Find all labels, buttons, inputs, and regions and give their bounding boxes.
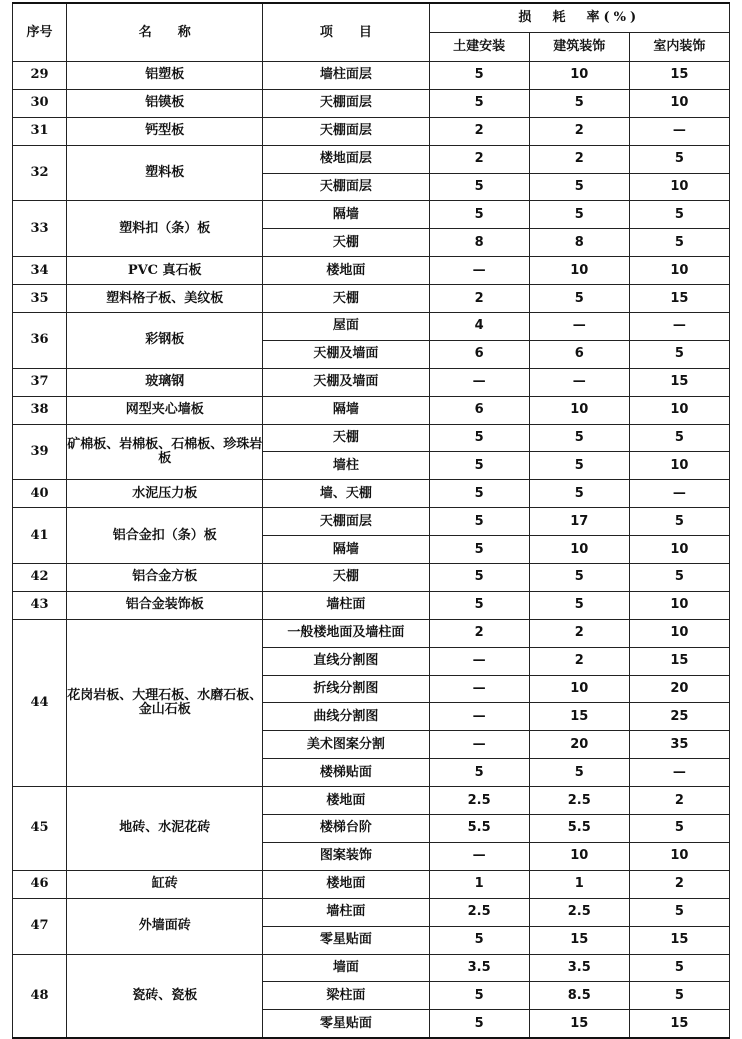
loss-interior-decoration: 15 [629,1010,729,1038]
row-number: 48 [13,954,67,1038]
loss-building-decoration: — [529,313,629,341]
loss-interior-decoration: 5 [629,229,729,257]
loss-interior-decoration: 5 [629,815,729,843]
row-number: 39 [13,424,67,480]
material-name: 花岗岩板、大理石板、水磨石板、金山石板 [67,619,263,786]
loss-civil: 5 [429,62,529,90]
material-name: 玻璃钢 [67,368,263,396]
table-row [13,424,730,452]
table-row [13,89,730,117]
table-header [13,3,730,62]
loss-interior-decoration: 35 [629,731,729,759]
table-row [13,564,730,592]
item-name: 天棚 [263,424,429,452]
item-name: 楼地面 [263,787,429,815]
loss-building-decoration: 1 [529,870,629,898]
loss-interior-decoration: 5 [629,564,729,592]
row-number: 46 [13,870,67,898]
loss-civil: — [429,731,529,759]
item-name: 折线分割图 [263,675,429,703]
item-name: 天棚 [263,229,429,257]
row-number: 34 [13,257,67,285]
loss-building-decoration: 5 [529,564,629,592]
material-name: 塑料板 [67,145,263,201]
loss-building-decoration: 8.5 [529,982,629,1010]
table-row [13,313,730,341]
row-number: 43 [13,591,67,619]
row-number: 31 [13,117,67,145]
loss-interior-decoration: — [629,117,729,145]
item-name: 图案装饰 [263,842,429,870]
table-row [13,787,730,815]
header-item: 项 目 [263,3,429,62]
loss-interior-decoration: 10 [629,591,729,619]
loss-civil: 5 [429,173,529,201]
row-number: 33 [13,201,67,257]
table-row [13,257,730,285]
loss-building-decoration: 3.5 [529,954,629,982]
loss-interior-decoration: 10 [629,89,729,117]
row-number: 30 [13,89,67,117]
loss-interior-decoration: 15 [629,647,729,675]
material-name: 矿棉板、岩棉板、石棉板、珍珠岩板 [67,424,263,480]
material-name: 彩钢板 [67,313,263,369]
item-name: 一般楼地面及墙柱面 [263,619,429,647]
material-name: 缸砖 [67,870,263,898]
material-name: 铝合金装饰板 [67,591,263,619]
material-name: 铝塑板 [67,62,263,90]
loss-civil: 2.5 [429,898,529,926]
item-name: 天棚面层 [263,117,429,145]
row-number: 40 [13,480,67,508]
loss-interior-decoration: 10 [629,536,729,564]
row-number: 44 [13,619,67,786]
item-name: 天棚及墙面 [263,368,429,396]
loss-interior-decoration: 5 [629,898,729,926]
table-row [13,508,730,536]
loss-building-decoration: 5 [529,201,629,229]
item-name: 楼梯贴面 [263,759,429,787]
item-name: 隔墙 [263,536,429,564]
loss-interior-decoration: — [629,313,729,341]
loss-civil: 2 [429,619,529,647]
header-loss-rate: 损 耗 率(%) [429,3,729,33]
material-name: 网型夹心墙板 [67,396,263,424]
row-number: 37 [13,368,67,396]
loss-building-decoration: 10 [529,842,629,870]
loss-interior-decoration: 10 [629,257,729,285]
loss-interior-decoration: 20 [629,675,729,703]
item-name: 零星贴面 [263,1010,429,1038]
item-name: 墙柱 [263,452,429,480]
loss-building-decoration: 10 [529,62,629,90]
item-name: 直线分割图 [263,647,429,675]
loss-civil: 5 [429,564,529,592]
loss-interior-decoration: 5 [629,340,729,368]
row-number: 29 [13,62,67,90]
loss-interior-decoration: 10 [629,173,729,201]
loss-interior-decoration: 5 [629,954,729,982]
loss-civil: 5 [429,201,529,229]
table-row [13,954,730,982]
material-name: 塑料格子板、美纹板 [67,285,263,313]
loss-interior-decoration: 15 [629,368,729,396]
loss-building-decoration: 2.5 [529,787,629,815]
table-row [13,480,730,508]
loss-building-decoration: 6 [529,340,629,368]
loss-civil: 5 [429,926,529,954]
loss-building-decoration: 2 [529,619,629,647]
table-row [13,285,730,313]
loss-civil: 3.5 [429,954,529,982]
table-row [13,591,730,619]
header-name: 名 称 [67,3,263,62]
row-number: 42 [13,564,67,592]
item-name: 天棚面层 [263,508,429,536]
loss-building-decoration: 2.5 [529,898,629,926]
table-row [13,396,730,424]
item-name: 天棚 [263,564,429,592]
item-name: 天棚面层 [263,173,429,201]
loss-civil: 2 [429,285,529,313]
header-col-building-decoration: 建筑装饰 [529,33,629,62]
header-col-civil: 土建安装 [429,33,529,62]
loss-building-decoration: 15 [529,1010,629,1038]
loss-interior-decoration: — [629,759,729,787]
loss-building-decoration: 10 [529,675,629,703]
loss-civil: 5 [429,424,529,452]
loss-interior-decoration: 5 [629,145,729,173]
material-name: 水泥压力板 [67,480,263,508]
loss-building-decoration: 10 [529,257,629,285]
header-col-interior-decoration: 室内装饰 [629,33,729,62]
material-name: 瓷砖、瓷板 [67,954,263,1038]
loss-building-decoration: 5 [529,591,629,619]
row-number: 35 [13,285,67,313]
loss-civil: 6 [429,340,529,368]
loss-interior-decoration: 5 [629,424,729,452]
loss-civil: — [429,647,529,675]
item-name: 墙柱面 [263,591,429,619]
table-row [13,898,730,926]
loss-civil: 5 [429,591,529,619]
loss-building-decoration: 15 [529,926,629,954]
loss-building-decoration: 8 [529,229,629,257]
material-name: 外墙面砖 [67,898,263,954]
loss-civil: 5 [429,1010,529,1038]
table-row [13,145,730,173]
loss-civil: 5.5 [429,815,529,843]
loss-civil: — [429,257,529,285]
material-name: 铝合金方板 [67,564,263,592]
loss-building-decoration: 15 [529,703,629,731]
item-name: 楼梯台阶 [263,815,429,843]
item-name: 美术图案分割 [263,731,429,759]
loss-interior-decoration: 10 [629,396,729,424]
table-row [13,870,730,898]
loss-civil: 4 [429,313,529,341]
table-row [13,62,730,90]
loss-rate-table [12,2,730,1039]
item-name: 墙面 [263,954,429,982]
item-name: 曲线分割图 [263,703,429,731]
item-name: 天棚及墙面 [263,340,429,368]
item-name: 天棚 [263,285,429,313]
material-name: 铝合金扣（条）板 [67,508,263,564]
loss-civil: 8 [429,229,529,257]
loss-civil: 2.5 [429,787,529,815]
item-name: 零星贴面 [263,926,429,954]
loss-building-decoration: 5 [529,173,629,201]
loss-civil: 5 [429,508,529,536]
row-number: 47 [13,898,67,954]
item-name: 屋面 [263,313,429,341]
loss-interior-decoration: 5 [629,201,729,229]
loss-building-decoration: 5 [529,759,629,787]
loss-civil: 5 [429,759,529,787]
material-name: 地砖、水泥花砖 [67,787,263,871]
loss-building-decoration: 10 [529,536,629,564]
item-name: 天棚面层 [263,89,429,117]
item-name: 楼地面层 [263,145,429,173]
loss-civil: 5 [429,480,529,508]
loss-civil: 5 [429,536,529,564]
item-name: 墙柱面层 [263,62,429,90]
loss-interior-decoration: 5 [629,508,729,536]
material-name: 塑料扣（条）板 [67,201,263,257]
loss-building-decoration: 5 [529,424,629,452]
loss-interior-decoration: 15 [629,285,729,313]
loss-civil: — [429,703,529,731]
loss-civil: 2 [429,145,529,173]
loss-building-decoration: 5 [529,480,629,508]
table-row [13,117,730,145]
loss-building-decoration: 5 [529,89,629,117]
item-name: 楼地面 [263,257,429,285]
loss-building-decoration: 2 [529,647,629,675]
loss-building-decoration: 2 [529,117,629,145]
item-name: 隔墙 [263,201,429,229]
table-row [13,201,730,229]
row-number: 32 [13,145,67,201]
material-name: 钙型板 [67,117,263,145]
loss-interior-decoration: 5 [629,982,729,1010]
item-name: 墙、天棚 [263,480,429,508]
loss-interior-decoration: 15 [629,926,729,954]
loss-interior-decoration: 2 [629,870,729,898]
loss-building-decoration: — [529,368,629,396]
loss-interior-decoration: — [629,480,729,508]
loss-interior-decoration: 25 [629,703,729,731]
loss-civil: — [429,842,529,870]
table-row [13,368,730,396]
table-body [13,62,730,1039]
loss-building-decoration: 5 [529,285,629,313]
table-row [13,619,730,647]
row-number: 38 [13,396,67,424]
document-page [12,2,730,1039]
row-number: 45 [13,787,67,871]
material-name: PVC 真石板 [67,257,263,285]
loss-interior-decoration: 2 [629,787,729,815]
loss-civil: 2 [429,117,529,145]
material-name: 铝镆板 [67,89,263,117]
loss-building-decoration: 17 [529,508,629,536]
loss-building-decoration: 5.5 [529,815,629,843]
row-number: 36 [13,313,67,369]
loss-building-decoration: 10 [529,396,629,424]
loss-civil: — [429,368,529,396]
loss-interior-decoration: 15 [629,62,729,90]
loss-building-decoration: 2 [529,145,629,173]
loss-interior-decoration: 10 [629,452,729,480]
header-no: 序号 [13,3,67,62]
item-name: 楼地面 [263,870,429,898]
loss-interior-decoration: 10 [629,842,729,870]
loss-civil: 6 [429,396,529,424]
loss-building-decoration: 20 [529,731,629,759]
loss-civil: 1 [429,870,529,898]
loss-civil: — [429,675,529,703]
loss-civil: 5 [429,89,529,117]
loss-building-decoration: 5 [529,452,629,480]
loss-civil: 5 [429,982,529,1010]
row-number: 41 [13,508,67,564]
item-name: 梁柱面 [263,982,429,1010]
item-name: 墙柱面 [263,898,429,926]
item-name: 隔墙 [263,396,429,424]
loss-interior-decoration: 10 [629,619,729,647]
loss-civil: 5 [429,452,529,480]
